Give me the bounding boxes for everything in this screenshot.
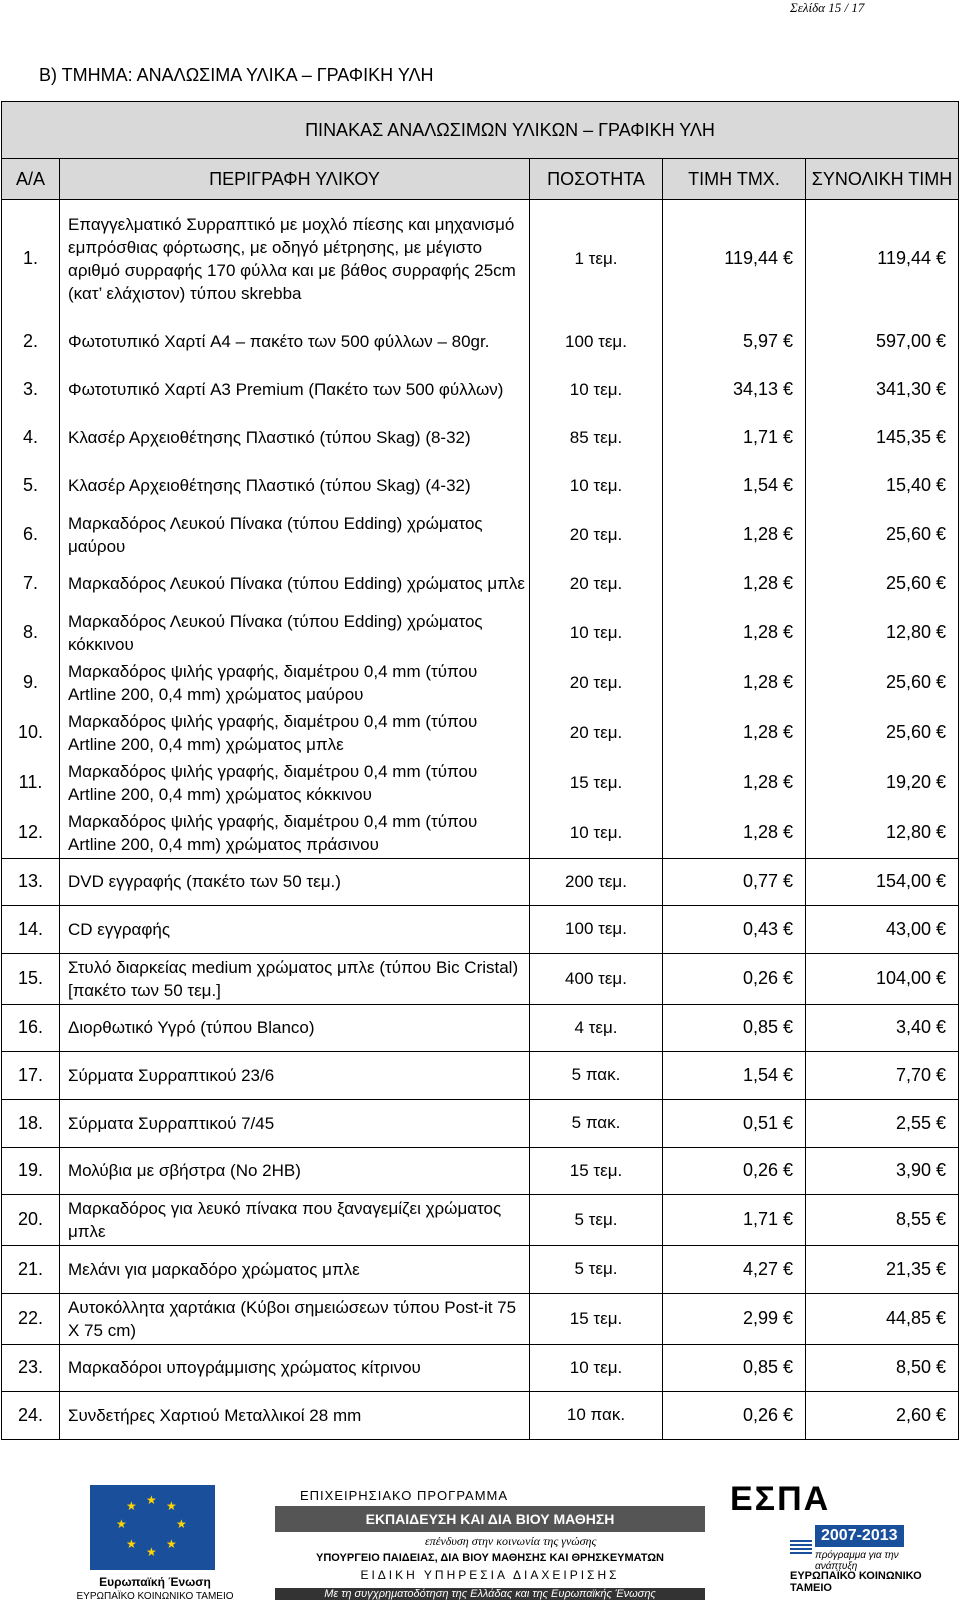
table-row <box>2 708 959 758</box>
row-number: 6. <box>2 510 60 560</box>
row-number: 24. <box>2 1391 60 1439</box>
row-total-price: 341,30 € <box>806 366 959 414</box>
row-unit-price: 1,54 € <box>663 1051 806 1099</box>
row-description: Μαρκαδόρος ψιλής γραφής, διαμέτρου 0,4 mm (τύπου Artline 200, 0,4 mm) χρώματος πράσινου <box>60 808 530 859</box>
row-description: Μαρκαδόρος ψιλής γραφής, διαμέτρου 0,4 mm (τύπου Artline 200, 0,4 mm) χρώματος μπλε <box>60 708 530 758</box>
header-unit-price: ΤΙΜΗ ΤΜΧ. <box>663 159 806 200</box>
row-unit-price: 0,26 € <box>663 953 806 1004</box>
row-number: 10. <box>2 708 60 758</box>
row-total-price: 25,60 € <box>806 510 959 560</box>
row-number: 19. <box>2 1147 60 1194</box>
row-description: Αυτοκόλλητα χαρτάκια (Κύβοι σημειώσεων τύπου Post-it 75 X 75 cm) <box>60 1293 530 1344</box>
row-unit-price: 119,44 € <box>663 200 806 318</box>
row-description: Σύρματα Συρραπτικού 7/45 <box>60 1099 530 1147</box>
table-row <box>2 318 959 366</box>
row-description: Διορθωτικό Υγρό (τύπου Blanco) <box>60 1004 530 1051</box>
row-total-price: 43,00 € <box>806 905 959 953</box>
row-unit-price: 5,97 € <box>663 318 806 366</box>
row-number: 7. <box>2 560 60 608</box>
row-quantity: 5 τεμ. <box>530 1245 663 1293</box>
row-unit-price: 1,28 € <box>663 808 806 859</box>
cofinance-note: Με τη συγχρηματοδότηση της Ελλάδας και της Ευρωπαϊκής Ένωσης <box>275 1588 705 1600</box>
row-quantity: 5 τεμ. <box>530 1194 663 1245</box>
table-row <box>2 1245 959 1293</box>
row-total-price: 119,44 € <box>806 200 959 318</box>
ministry-name: ΥΠΟΥΡΓΕΙΟ ΠΑΙΔΕΙΑΣ, ΔΙΑ ΒΙΟΥ ΜΑΘΗΣΗΣ ΚΑΙ ΘΡΗΣΚΕΥΜΑΤΩΝ <box>316 1552 664 1564</box>
row-unit-price: 0,85 € <box>663 1004 806 1051</box>
row-number: 15. <box>2 953 60 1004</box>
row-quantity: 100 τεμ. <box>530 905 663 953</box>
row-description: Σύρματα Συρραπτικού 23/6 <box>60 1051 530 1099</box>
table-row <box>2 1147 959 1194</box>
header-num: Α/Α <box>2 159 60 200</box>
table-row <box>2 858 959 905</box>
row-description: Μαρκαδόρος για λευκό πίνακα που ξαναγεμίζει χρώματος μπλε <box>60 1194 530 1245</box>
row-total-price: 25,60 € <box>806 560 959 608</box>
row-unit-price: 1,28 € <box>663 560 806 608</box>
row-description: Κλασέρ Αρχειοθέτησης Πλαστικό (τύπου Skag) (8-32) <box>60 414 530 462</box>
row-total-price: 21,35 € <box>806 1245 959 1293</box>
row-description: Μολύβια με σβήστρα (No 2HB) <box>60 1147 530 1194</box>
row-quantity: 10 τεμ. <box>530 366 663 414</box>
row-description: Φωτοτυπικό Χαρτί A4 – πακέτο των 500 φύλλων – 80gr. <box>60 318 530 366</box>
table-row <box>2 1344 959 1391</box>
row-total-price: 3,40 € <box>806 1004 959 1051</box>
row-description: Μαρκαδόρος ψιλής γραφής, διαμέτρου 0,4 mm (τύπου Artline 200, 0,4 mm) χρώματος κόκκινου <box>60 758 530 808</box>
row-total-price: 2,60 € <box>806 1391 959 1439</box>
row-total-price: 8,55 € <box>806 1194 959 1245</box>
row-unit-price: 1,28 € <box>663 510 806 560</box>
program-tagline: επένδυση στην κοινωνία της γνώσης <box>425 1534 597 1548</box>
row-number: 4. <box>2 414 60 462</box>
row-number: 17. <box>2 1051 60 1099</box>
management-unit: ΕΙΔΙΚΗ ΥΠΗΡΕΣΙΑ ΔΙΑΧΕΙΡΙΣΗΣ <box>360 1568 620 1582</box>
row-quantity: 5 πακ. <box>530 1051 663 1099</box>
program-name: ΕΚΠΑΙΔΕΥΣΗ ΚΑΙ ΔΙΑ ΒΙΟΥ ΜΑΘΗΣΗ <box>275 1506 705 1532</box>
row-unit-price: 1,71 € <box>663 414 806 462</box>
row-number: 9. <box>2 658 60 708</box>
row-total-price: 597,00 € <box>806 318 959 366</box>
row-number: 13. <box>2 858 60 905</box>
row-quantity: 20 τεμ. <box>530 708 663 758</box>
table-row <box>2 1004 959 1051</box>
row-quantity: 4 τεμ. <box>530 1004 663 1051</box>
row-description: Μαρκαδόρος Λευκού Πίνακα (τύπου Edding) χρώματος μαύρου <box>60 510 530 560</box>
row-number: 21. <box>2 1245 60 1293</box>
row-description: Μαρκαδόρος Λευκού Πίνακα (τύπου Edding) χρώματος μπλε <box>60 560 530 608</box>
row-number: 20. <box>2 1194 60 1245</box>
row-description: Συνδετήρες Χαρτιού Μεταλλικοί 28 mm <box>60 1391 530 1439</box>
row-total-price: 7,70 € <box>806 1051 959 1099</box>
row-description: Κλασέρ Αρχειοθέτησης Πλαστικό (τύπου Skag) (4-32) <box>60 462 530 510</box>
table-row <box>2 953 959 1004</box>
eu-label: Ευρωπαϊκή Ένωση <box>99 1575 211 1589</box>
row-quantity: 5 πακ. <box>530 1099 663 1147</box>
materials-table <box>1 101 959 1440</box>
row-quantity: 20 τεμ. <box>530 510 663 560</box>
table-row <box>2 1293 959 1344</box>
row-unit-price: 1,71 € <box>663 1194 806 1245</box>
espa-logo <box>730 1480 930 1605</box>
table-row <box>2 366 959 414</box>
section-title: Β) ΤΜΗΜΑ: ΑΝΑΛΩΣΙΜΑ ΥΛΙΚΑ – ΓΡΑΦΙΚΗ ΥΛΗ <box>39 65 434 85</box>
row-total-price: 104,00 € <box>806 953 959 1004</box>
row-number: 11. <box>2 758 60 808</box>
table-row <box>2 808 959 859</box>
row-number: 22. <box>2 1293 60 1344</box>
page-number: Σελίδα 15 / 17 <box>790 0 865 15</box>
row-quantity: 10 πακ. <box>530 1391 663 1439</box>
header-description: ΠΕΡΙΓΡΑΦΗ ΥΛΙΚΟΥ <box>60 159 530 200</box>
row-quantity: 10 τεμ. <box>530 462 663 510</box>
row-description: Μελάνι για μαρκαδόρο χρώματος μπλε <box>60 1245 530 1293</box>
row-description: Στυλό διαρκείας medium χρώματος μπλε (τύπου Bic Cristal) [πακέτο των 50 τεμ.] <box>60 953 530 1004</box>
table-caption: ΠΙΝΑΚΑΣ ΑΝΑΛΩΣΙΜΩΝ ΥΛΙΚΩΝ – ΓΡΑΦΙΚΗ ΥΛΗ <box>305 119 715 140</box>
row-total-price: 15,40 € <box>806 462 959 510</box>
table-row <box>2 758 959 808</box>
eu-flag-logo: ★ ★ ★ ★ ★ ★ ★ ★ <box>90 1485 215 1570</box>
row-total-price: 12,80 € <box>806 608 959 658</box>
row-number: 8. <box>2 608 60 658</box>
row-quantity: 100 τεμ. <box>530 318 663 366</box>
row-unit-price: 1,28 € <box>663 658 806 708</box>
row-total-price: 8,50 € <box>806 1344 959 1391</box>
row-unit-price: 0,26 € <box>663 1147 806 1194</box>
espa-years: 2007-2013 <box>815 1525 904 1547</box>
row-unit-price: 0,43 € <box>663 905 806 953</box>
row-unit-price: 4,27 € <box>663 1245 806 1293</box>
table-row <box>2 510 959 560</box>
row-description: Μαρκαδόροι υπογράμμισης χρώματος κίτρινου <box>60 1344 530 1391</box>
table-row <box>2 658 959 708</box>
header-quantity: ΠΟΣΟΤΗΤΑ <box>530 159 663 200</box>
row-total-price: 3,90 € <box>806 1147 959 1194</box>
espa-logo-text: ΕΣΠΑ <box>730 1480 831 1518</box>
row-total-price: 19,20 € <box>806 758 959 808</box>
row-quantity: 400 τεμ. <box>530 953 663 1004</box>
row-number: 18. <box>2 1099 60 1147</box>
table-row <box>2 608 959 658</box>
row-quantity: 20 τεμ. <box>530 658 663 708</box>
row-number: 3. <box>2 366 60 414</box>
row-quantity: 10 τεμ. <box>530 1344 663 1391</box>
program-title: ΕΠΙΧΕΙΡΗΣΙΑΚΟ ΠΡΟΓΡΑΜΜΑ <box>300 1488 509 1503</box>
row-total-price: 154,00 € <box>806 858 959 905</box>
table-row <box>2 1391 959 1439</box>
table-row <box>2 905 959 953</box>
table-header-row <box>2 159 959 200</box>
row-quantity: 10 τεμ. <box>530 808 663 859</box>
row-total-price: 2,55 € <box>806 1099 959 1147</box>
header-total-price: ΣΥΝΟΛΙΚΗ ΤΙΜΗ <box>806 159 959 200</box>
operational-program-logo <box>275 1480 705 1605</box>
row-number: 16. <box>2 1004 60 1051</box>
row-description: CD εγγραφής <box>60 905 530 953</box>
row-unit-price: 1,28 € <box>663 608 806 658</box>
row-quantity: 85 τεμ. <box>530 414 663 462</box>
row-unit-price: 1,54 € <box>663 462 806 510</box>
row-number: 5. <box>2 462 60 510</box>
table-row <box>2 200 959 318</box>
row-total-price: 12,80 € <box>806 808 959 859</box>
row-quantity: 10 τεμ. <box>530 608 663 658</box>
row-number: 23. <box>2 1344 60 1391</box>
row-total-price: 25,60 € <box>806 658 959 708</box>
row-number: 14. <box>2 905 60 953</box>
row-quantity: 1 τεμ. <box>530 200 663 318</box>
row-unit-price: 2,99 € <box>663 1293 806 1344</box>
row-unit-price: 1,28 € <box>663 708 806 758</box>
row-description: DVD εγγραφής (πακέτο των 50 τεμ.) <box>60 858 530 905</box>
greek-flag-icon <box>790 1540 812 1556</box>
row-total-price: 44,85 € <box>806 1293 959 1344</box>
row-description: Φωτοτυπικό Χαρτί A3 Premium (Πακέτο των 500 φύλλων) <box>60 366 530 414</box>
table-row <box>2 1051 959 1099</box>
materials-table-container <box>1 101 958 1440</box>
row-description: Μαρκαδόρος Λευκού Πίνακα (τύπου Edding) χρώματος κόκκινου <box>60 608 530 658</box>
row-unit-price: 0,51 € <box>663 1099 806 1147</box>
table-row <box>2 1194 959 1245</box>
row-quantity: 200 τεμ. <box>530 858 663 905</box>
row-unit-price: 0,77 € <box>663 858 806 905</box>
table-row <box>2 1099 959 1147</box>
espa-fund-label: ΕΥΡΩΠΑΪΚΟ ΚΟΙΝΩΝΙΚΟ ΤΑΜΕΙΟ <box>790 1570 922 1594</box>
row-quantity: 15 τεμ. <box>530 1293 663 1344</box>
row-unit-price: 1,28 € <box>663 758 806 808</box>
row-description: Μαρκαδόρος ψιλής γραφής, διαμέτρου 0,4 mm (τύπου Artline 200, 0,4 mm) χρώματος μαύρου <box>60 658 530 708</box>
table-row <box>2 560 959 608</box>
row-number: 12. <box>2 808 60 859</box>
row-quantity: 20 τεμ. <box>530 560 663 608</box>
table-caption-row <box>2 102 959 159</box>
row-quantity: 15 τεμ. <box>530 1147 663 1194</box>
espa-tagline: πρόγραμμα για την ανάπτυξη <box>815 1550 899 1572</box>
row-unit-price: 0,85 € <box>663 1344 806 1391</box>
row-number: 2. <box>2 318 60 366</box>
row-unit-price: 0,26 € <box>663 1391 806 1439</box>
eu-fund-label: ΕΥΡΩΠΑΪΚΟ ΚΟΙΝΩΝΙΚΟ ΤΑΜΕΙΟ <box>76 1591 234 1602</box>
row-number: 1. <box>2 200 60 318</box>
row-total-price: 145,35 € <box>806 414 959 462</box>
table-row <box>2 414 959 462</box>
footer-logos <box>30 1475 930 1605</box>
row-unit-price: 34,13 € <box>663 366 806 414</box>
table-row <box>2 462 959 510</box>
row-quantity: 15 τεμ. <box>530 758 663 808</box>
row-total-price: 25,60 € <box>806 708 959 758</box>
row-description: Επαγγελματικό Συρραπτικό με μοχλό πίεσης και μηχανισμό εμπρόσθιας φόρτωσης, με οδηγό μέτρησης, με μέγιστο αριθμό συρραφής 170 φύλλα και με βάθος συρραφής 25cm (κατ’ ελάχιστον) τύπου skrebba <box>60 200 530 318</box>
